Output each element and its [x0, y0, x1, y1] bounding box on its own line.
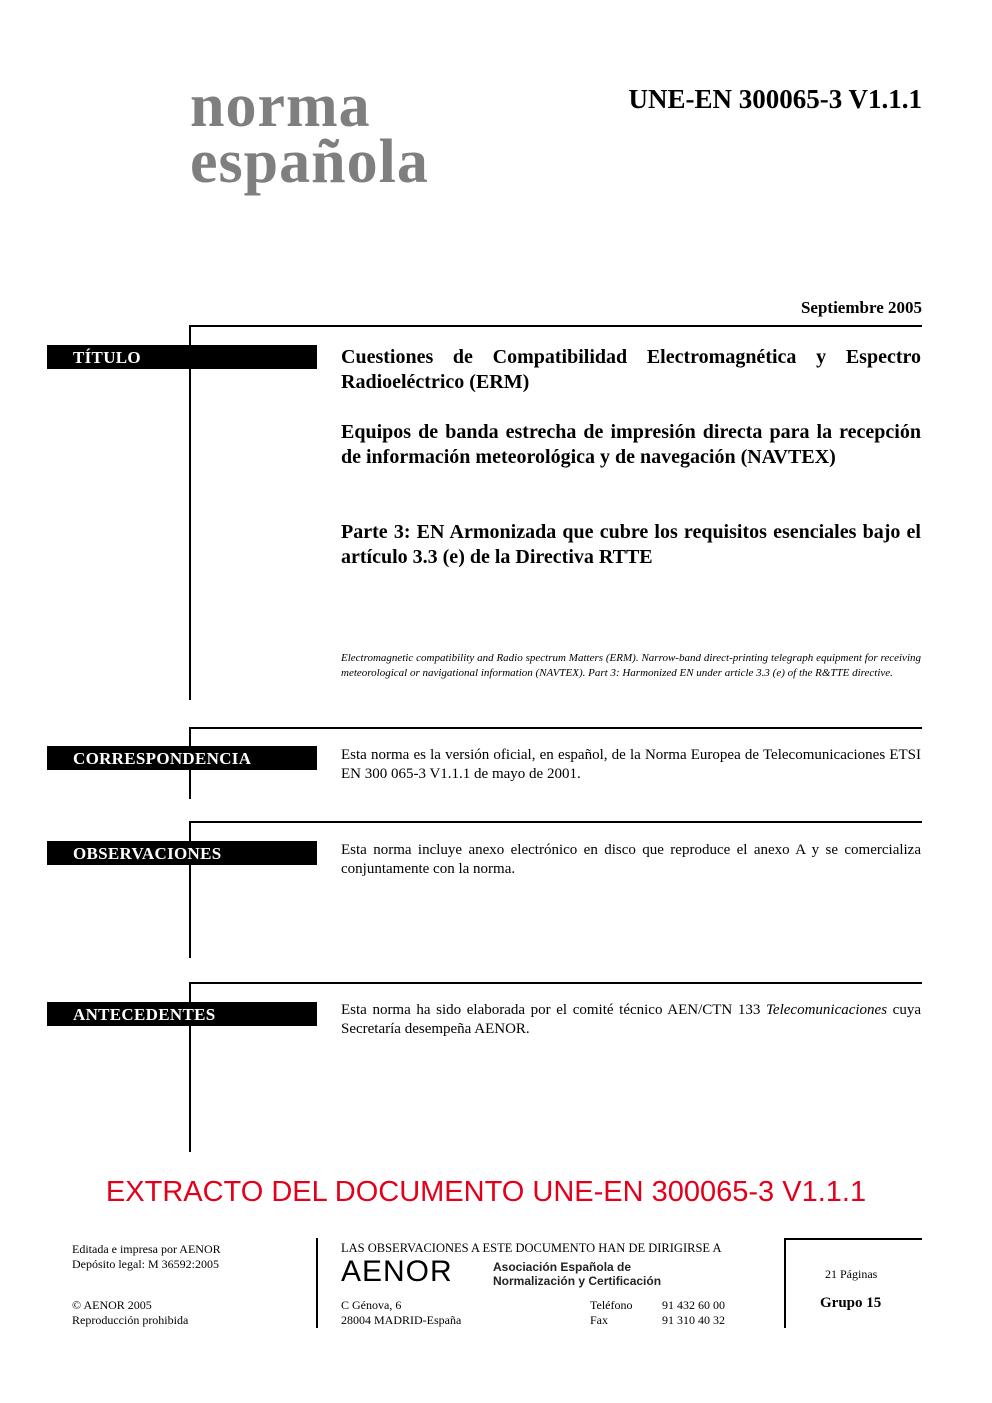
footer-divider	[316, 1238, 318, 1328]
footer-repro: Reproducción prohibida	[72, 1313, 189, 1327]
footer-box-top	[784, 1238, 922, 1240]
publication-date: Septiembre 2005	[800, 298, 922, 317]
section-label-antecedentes: ANTECEDENTES	[47, 1002, 317, 1026]
antecedentes-text	[341, 1001, 921, 1039]
section-label-titulo: TÍTULO	[47, 345, 317, 369]
section-label-observaciones: OBSERVACIONES	[47, 841, 317, 865]
antecedentes-text-suffix: cuya Secretaría desempeña AENOR.	[341, 1002, 921, 1037]
observaciones-text: Esta norma incluye anexo electrónico en disco que reproduce el anexo A y se comercializa conjuntamente con la norma.	[341, 842, 921, 877]
price-group: Grupo 15	[820, 1295, 882, 1311]
footer-rights	[72, 1298, 188, 1328]
footer-observ-note: LAS OBSERVACIONES A ESTE DOCUMENTO HAN DE DIRIGIRSE A	[341, 1241, 722, 1255]
divider	[189, 982, 922, 984]
footer-edition	[72, 1242, 221, 1272]
divider	[189, 821, 922, 823]
title-main: Cuestiones de Compatibilidad Electromagnética y Espectro Radioeléctrico (ERM)	[341, 346, 921, 393]
assoc-line2: Normalización y Certificación	[493, 1274, 662, 1288]
correspondencia-text: Esta norma es la versión oficial, en español, de la Norma Europea de Telecomunicaciones ETSI EN 300 065-3 V1.1.1 de mayo de 2001.	[341, 747, 921, 782]
brand-line1: norma	[190, 72, 371, 140]
address-line2: 28004 MADRID-España	[341, 1313, 462, 1327]
divider	[189, 325, 922, 327]
title-part: Parte 3: EN Armonizada que cubre los requisitos esenciales bajo el artículo 3.3 (e) de la Directiva RTTE	[341, 521, 921, 568]
divider	[189, 325, 191, 700]
standard-code: UNE-EN 300065-3 V1.1.1	[628, 84, 922, 114]
fax-label: Fax	[590, 1313, 608, 1327]
brand-line2: española	[190, 128, 429, 196]
footer-copyright: © AENOR 2005	[72, 1298, 152, 1312]
antecedentes-text-prefix: Esta norma ha sido elaborada por el comité técnico AEN/CTN 133	[341, 1002, 766, 1018]
footer-deposit: Depósito legal: M 36592:2005	[72, 1257, 219, 1271]
tel-value: 91 432 60 00	[662, 1298, 725, 1312]
footer-edited: Editada e impresa por AENOR	[72, 1242, 221, 1256]
tel-label: Teléfono	[590, 1298, 633, 1312]
footer-box-side	[784, 1238, 786, 1328]
assoc-line1: Asociación Española de	[493, 1260, 632, 1274]
address-line1: C Génova, 6	[341, 1298, 402, 1312]
page-count: 21 Páginas	[825, 1267, 878, 1281]
english-title: Electromagnetic compatibility and Radio spectrum Matters (ERM). Narrow-band direct-printing telegraph equipment for receiving meteorological or navigational information (NAVTEX). Part 3: Harmonized EN under article 3.3 (e) of the R&TTE directive.	[341, 652, 921, 679]
fax-value: 91 310 40 32	[662, 1313, 725, 1327]
section-label-correspondencia: CORRESPONDENCIA	[47, 746, 317, 770]
aenor-logo: AENOR	[341, 1255, 453, 1288]
footer-address	[341, 1298, 461, 1328]
extract-notice: EXTRACTO DEL DOCUMENTO UNE-EN 300065-3 V1.1.1	[105, 1176, 867, 1208]
title-sub: Equipos de banda estrecha de impresión directa para la recepción de información meteorológica y de navegación (NAVTEX)	[341, 421, 921, 468]
aenor-association	[493, 1260, 661, 1288]
divider	[189, 727, 922, 729]
antecedentes-committee-name: Telecomunicaciones	[765, 1002, 888, 1018]
footer-contact-labels	[590, 1298, 632, 1328]
brand-logo	[190, 72, 429, 196]
footer-contact-values	[662, 1298, 725, 1328]
